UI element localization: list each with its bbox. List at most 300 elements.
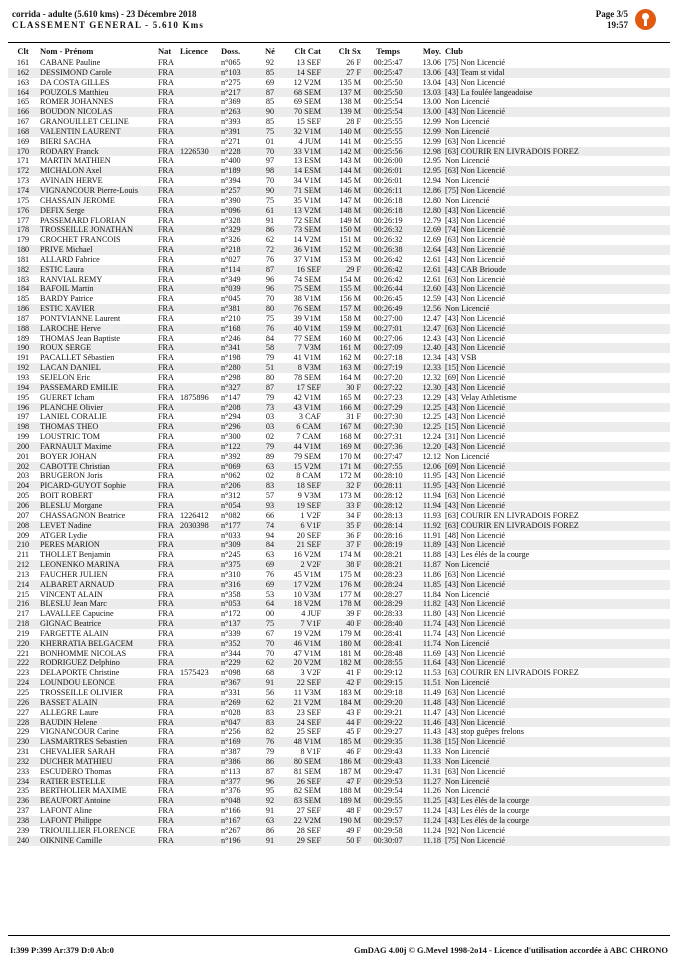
cell-nat: FRA xyxy=(158,550,174,560)
cell-cat-rank: 83 SEM xyxy=(293,796,321,806)
cell-cat-rank: 13 SEF xyxy=(296,58,321,67)
cell-name: RANVIAL REMY xyxy=(40,274,103,284)
cell-speed: 11.74 xyxy=(422,628,441,638)
cell-club: [69] Non Licencié xyxy=(445,461,506,471)
cell-sex-rank: 177 M xyxy=(339,589,361,599)
cell-name: BARDY Patrice xyxy=(40,294,94,304)
cell-licence xyxy=(178,629,219,639)
cell-sex-rank: 181 M xyxy=(339,648,361,658)
cell-club: Non Licencié xyxy=(445,756,490,766)
cell-rank: 205 xyxy=(16,491,30,501)
cell-born: 87 xyxy=(265,264,275,274)
cell-cat-rank: 21 SEF xyxy=(296,540,321,550)
cell-name: VIGNANCOUR Pierre-Louis xyxy=(40,185,139,195)
cell-bib: n°331 xyxy=(221,688,241,697)
cell-born: 79 xyxy=(265,353,275,363)
table-row xyxy=(8,718,670,728)
cell-club: Non Licencié xyxy=(445,747,490,757)
cell-name: BAFOIL Martin xyxy=(40,284,94,294)
cell-speed: 12.99 xyxy=(422,126,441,136)
cell-cat-rank: 26 SEF xyxy=(296,776,321,786)
cell-bib: n°062 xyxy=(221,471,241,481)
cell-bib: n°267 xyxy=(221,825,241,835)
cell-rank: 171 xyxy=(16,156,30,166)
cell-born: 61 xyxy=(265,205,275,215)
cell-bib: n°375 xyxy=(221,560,241,570)
cell-bib: n°328 xyxy=(221,215,241,225)
cell-bib: n°390 xyxy=(221,195,241,205)
cell-bib: n°113 xyxy=(221,766,241,776)
cell-rank: 203 xyxy=(16,471,30,481)
cell-born: 91 xyxy=(265,835,275,845)
cell-club: [43] Les élés de la courge xyxy=(445,796,530,806)
cell-nat: FRA xyxy=(158,599,174,609)
cell-born: 53 xyxy=(265,589,275,599)
cell-sex-rank: 40 F xyxy=(346,619,361,629)
cell-club: [63] COURIR EN LIVRADOIS FOREZ xyxy=(445,510,579,520)
cell-rank: 223 xyxy=(16,668,30,678)
cell-cat-rank: 27 SEF xyxy=(296,806,321,816)
cell-licence xyxy=(178,176,219,186)
cell-nat: FRA xyxy=(158,747,174,757)
cell-nat: FRA xyxy=(158,304,174,314)
cell-licence xyxy=(178,225,219,235)
cell-nat: FRA xyxy=(158,136,174,146)
cell-sex-rank: 47 F xyxy=(346,776,361,786)
cell-name: ALLEGRE Laure xyxy=(40,707,99,717)
cell-nat: FRA xyxy=(158,441,174,451)
cell-name: CABANE Pauline xyxy=(40,58,101,67)
cell-cat-rank: 34 V1M xyxy=(293,176,321,186)
cell-bib: n°275 xyxy=(221,77,241,87)
cell-born: 87 xyxy=(265,382,275,392)
table-row xyxy=(8,304,670,314)
table-row xyxy=(8,560,670,570)
cell-born: 69 xyxy=(265,77,275,87)
col-clt-cat: Clt Cat xyxy=(294,46,321,56)
cell-cat-rank: 25 SEF xyxy=(296,727,321,737)
cell-bib: n°082 xyxy=(221,510,241,520)
results-table xyxy=(8,44,670,846)
table-row xyxy=(8,393,670,403)
cell-nat: FRA xyxy=(158,107,174,117)
cell-nat: FRA xyxy=(158,156,174,166)
cell-sex-rank: 144 M xyxy=(339,166,361,176)
cell-born: 75 xyxy=(265,195,275,205)
cell-speed: 11.95 xyxy=(422,481,441,491)
cell-club: [43] Non Licencié xyxy=(445,333,506,343)
cell-licence xyxy=(178,255,219,265)
cell-club: [43] Non Licencié xyxy=(445,609,506,619)
cell-name: ROUX SERGE xyxy=(40,343,92,353)
cell-born: 87 xyxy=(265,87,275,97)
cell-licence xyxy=(178,363,219,373)
cell-born: 79 xyxy=(265,747,275,757)
cell-time: 00:28:12 xyxy=(373,500,403,510)
cell-sex-rank: 171 M xyxy=(339,461,361,471)
cell-bib: n°189 xyxy=(221,166,241,176)
table-row xyxy=(8,668,670,678)
cell-bib: n°229 xyxy=(221,658,241,668)
cell-rank: 240 xyxy=(16,835,30,845)
cell-club: Non Licencié xyxy=(445,560,490,570)
cell-cat-rank: 14 V2M xyxy=(293,235,321,245)
cell-name: PACALLET Sébastien xyxy=(40,353,115,363)
cell-club: [43] Non Licencié xyxy=(445,707,506,717)
cell-time: 00:26:42 xyxy=(373,254,403,264)
cell-bib: n°392 xyxy=(221,451,241,461)
cell-licence xyxy=(178,501,219,511)
cell-cat-rank: 2 V2F xyxy=(300,560,321,570)
cell-rank: 222 xyxy=(16,658,30,668)
cell-bib: n°027 xyxy=(221,254,241,264)
cell-born: 70 xyxy=(265,638,275,648)
cell-club: [43] CAB Brioude xyxy=(445,264,506,274)
cell-speed: 11.47 xyxy=(422,707,441,717)
cell-licence: 1226412 xyxy=(180,510,209,520)
cell-cat-rank: 9 V3M xyxy=(297,491,321,501)
cell-nat: FRA xyxy=(158,668,174,678)
cell-licence: 1226530 xyxy=(180,146,209,156)
cell-club: [43] Non Licencié xyxy=(445,205,506,215)
cell-time: 00:26:19 xyxy=(373,215,403,225)
cell-born: 00 xyxy=(265,609,275,619)
cell-sex-rank: 33 F xyxy=(346,500,361,510)
cell-born: 58 xyxy=(265,343,275,353)
cell-club: Non Licencié xyxy=(445,638,490,648)
table-row xyxy=(8,570,670,580)
cell-born: 76 xyxy=(265,569,275,579)
cell-nat: FRA xyxy=(158,619,174,629)
cell-club: [43] Non Licencié xyxy=(445,619,506,629)
cell-bib: n°039 xyxy=(221,284,241,294)
cell-time: 00:25:55 xyxy=(373,136,403,146)
cell-club: [63] Non Licencié xyxy=(445,491,506,501)
table-row xyxy=(8,314,670,324)
cell-sex-rank: 186 M xyxy=(339,756,361,766)
cell-speed: 12.33 xyxy=(422,363,441,373)
cell-licence xyxy=(178,718,219,728)
cell-sex-rank: 46 F xyxy=(346,747,361,757)
cell-speed: 12.99 xyxy=(422,136,441,146)
table-row xyxy=(8,836,670,846)
cell-licence xyxy=(178,737,219,747)
print-time: 19:57 xyxy=(607,20,628,30)
cell-club: [43] Non Licencié xyxy=(445,658,506,668)
cell-cat-rank: 4 JUF xyxy=(301,609,321,619)
col-nat: Nat xyxy=(158,46,172,56)
cell-born: 91 xyxy=(265,215,275,225)
cell-sex-rank: 34 F xyxy=(346,510,361,520)
page-number: Page 3/5 xyxy=(595,9,628,19)
cell-rank: 196 xyxy=(16,402,30,412)
cell-bib: n°309 xyxy=(221,540,241,550)
cell-rank: 239 xyxy=(16,825,30,835)
col-clt-sx: Clt Sx xyxy=(338,46,361,56)
cell-time: 00:29:22 xyxy=(373,717,403,727)
cell-cat-rank: 1 V2F xyxy=(300,510,321,520)
cell-name: CHEVALIER SARAH xyxy=(40,747,116,757)
cell-bib: n°367 xyxy=(221,678,241,688)
cell-nat: FRA xyxy=(158,225,174,235)
cell-cat-rank: 10 V3M xyxy=(293,589,321,599)
cell-name: BONHOMME NICOLAS xyxy=(40,648,127,658)
cell-name: RODARY Franck xyxy=(40,146,99,156)
cell-nat: FRA xyxy=(158,648,174,658)
cell-licence xyxy=(178,462,219,472)
cell-bib: n°096 xyxy=(221,205,241,215)
cell-time: 00:28:21 xyxy=(373,560,403,570)
cell-time: 00:26:00 xyxy=(373,156,403,166)
cell-born: 76 xyxy=(265,323,275,333)
cell-bib: n°168 xyxy=(221,323,241,333)
cell-name: LOUNDOU LEONCE xyxy=(40,678,115,688)
cell-nat: FRA xyxy=(158,254,174,264)
cell-speed: 11.46 xyxy=(422,717,441,727)
cell-rank: 228 xyxy=(16,717,30,727)
cell-club: [15] Non Licencié xyxy=(445,363,506,373)
cell-time: 00:26:18 xyxy=(373,205,403,215)
cell-nat: FRA xyxy=(158,412,174,422)
cell-cat-rank: 44 V1M xyxy=(293,441,321,451)
cell-sex-rank: 147 M xyxy=(339,195,361,205)
cell-cat-rank: 41 V1M xyxy=(293,353,321,363)
cell-sex-rank: 164 M xyxy=(339,373,361,382)
cell-bib: n°381 xyxy=(221,304,241,314)
cell-born: 68 xyxy=(265,668,275,678)
cell-sex-rank: 178 M xyxy=(339,599,361,609)
cell-name: DELAPORTE Christine xyxy=(40,668,120,678)
cell-speed: 13.06 xyxy=(422,58,441,67)
cell-nat: FRA xyxy=(158,373,174,382)
cell-born: 70 xyxy=(265,146,275,156)
report-header xyxy=(12,9,204,31)
cell-licence xyxy=(178,639,219,649)
table-row xyxy=(8,629,670,639)
cell-born: 70 xyxy=(265,648,275,658)
cell-name: LAROCHE Herve xyxy=(40,323,101,333)
cell-sex-rank: 170 M xyxy=(339,451,361,461)
cell-sex-rank: 161 M xyxy=(339,343,361,353)
cell-cat-rank: 71 SEM xyxy=(293,185,321,195)
cell-name: AVINAIN HERVE xyxy=(40,176,103,186)
table-row xyxy=(8,511,670,521)
cell-rank: 236 xyxy=(16,796,30,806)
cell-time: 00:25:56 xyxy=(373,146,403,156)
cell-time: 00:28:10 xyxy=(373,471,403,481)
cell-born: 83 xyxy=(265,481,275,491)
cell-time: 00:26:45 xyxy=(373,294,403,304)
cell-club: [63] COURIR EN LIVRADOIS FOREZ xyxy=(445,520,579,530)
cell-cat-rank: 7 V1F xyxy=(300,619,321,629)
cell-cat-rank: 3 CAF xyxy=(298,412,321,422)
cell-licence xyxy=(178,117,219,127)
cell-licence xyxy=(178,678,219,688)
cell-name: PRIVE Michael xyxy=(40,245,93,255)
cell-licence xyxy=(178,609,219,619)
cell-licence xyxy=(178,107,219,117)
cell-time: 00:27:18 xyxy=(373,353,403,363)
cell-name: DUCHER MATHIEU xyxy=(40,756,113,766)
cell-bib: n°114 xyxy=(221,264,241,274)
cell-speed: 11.48 xyxy=(422,697,441,707)
cell-bib: n°103 xyxy=(221,67,241,77)
cell-rank: 202 xyxy=(16,461,30,471)
cell-cat-rank: 20 V2M xyxy=(293,658,321,668)
cell-club: [63] Non Licencié xyxy=(445,166,506,176)
cell-cat-rank: 14 ESM xyxy=(293,166,321,176)
cell-name: CHASSAIN JEROME xyxy=(40,195,115,205)
cell-name: BRUGERON Joris xyxy=(40,471,103,481)
cell-born: 94 xyxy=(265,530,275,540)
cell-nat: FRA xyxy=(158,87,174,97)
table-row xyxy=(8,353,670,363)
cell-licence xyxy=(178,540,219,550)
cell-nat: FRA xyxy=(158,707,174,717)
cell-nat: FRA xyxy=(158,471,174,481)
cell-name: LAFONT Aline xyxy=(40,806,92,816)
cell-speed: 11.49 xyxy=(422,688,441,697)
cell-nat: FRA xyxy=(158,756,174,766)
cell-born: 66 xyxy=(265,510,275,520)
cell-nat: FRA xyxy=(158,491,174,501)
table-row xyxy=(8,97,670,107)
cell-time: 00:25:47 xyxy=(373,58,403,67)
cell-club: [43] Non Licencié xyxy=(445,599,506,609)
cell-licence xyxy=(178,97,219,107)
cell-sex-rank: 187 M xyxy=(339,766,361,776)
col-name: Nom - Prénom xyxy=(40,46,94,56)
cell-bib: n°386 xyxy=(221,756,241,766)
cell-bib: n°053 xyxy=(221,599,241,609)
cell-bib: n°198 xyxy=(221,353,241,363)
cell-speed: 11.53 xyxy=(422,668,441,678)
cell-name: THOMAS THEO xyxy=(40,422,99,432)
page-info xyxy=(596,9,628,31)
cell-rank: 188 xyxy=(16,323,30,333)
cell-name: BOIT ROBERT xyxy=(40,491,93,501)
cell-nat: FRA xyxy=(158,500,174,510)
cell-nat: FRA xyxy=(158,382,174,392)
cell-bib: n°054 xyxy=(221,500,241,510)
cell-speed: 11.95 xyxy=(422,471,441,481)
header-rule-top xyxy=(8,42,670,43)
cell-born: 63 xyxy=(265,815,275,825)
cell-rank: 199 xyxy=(16,432,30,442)
cell-licence xyxy=(178,78,219,88)
cell-rank: 187 xyxy=(16,313,30,323)
cell-rank: 232 xyxy=(16,756,30,766)
cell-sex-rank: 151 M xyxy=(339,235,361,245)
event-title: corrida - adulte (5.610 kms) - 23 Décembre 2018 xyxy=(12,9,197,19)
cell-nat: FRA xyxy=(158,343,174,353)
table-row xyxy=(8,806,670,816)
cell-name: POUZOLS Matthieu xyxy=(40,87,109,97)
cell-nat: FRA xyxy=(158,205,174,215)
cell-club: Non Licencié xyxy=(445,195,490,205)
cell-name: PASSEMARD FLORIAN xyxy=(40,215,126,225)
cell-speed: 12.69 xyxy=(422,225,441,235)
cell-cat-rank: 77 SEM xyxy=(293,333,321,343)
cell-sex-rank: 32 F xyxy=(346,481,361,491)
cell-club: [63] COURIR EN LIVRADOIS FOREZ xyxy=(445,668,579,678)
cell-speed: 11.74 xyxy=(422,638,441,648)
cell-name: FARGETTE ALAIN xyxy=(40,628,109,638)
cell-nat: FRA xyxy=(158,235,174,245)
table-row xyxy=(8,531,670,541)
cell-rank: 180 xyxy=(16,245,30,255)
cell-bib: n°218 xyxy=(221,245,241,255)
table-row xyxy=(8,107,670,117)
cell-licence xyxy=(178,757,219,767)
cell-name: RATIER ESTELLE xyxy=(40,776,106,786)
cell-born: 70 xyxy=(265,294,275,304)
cell-cat-rank: 7 V3M xyxy=(297,343,321,353)
cell-sex-rank: 35 F xyxy=(346,520,361,530)
cell-licence xyxy=(178,206,219,216)
cell-rank: 174 xyxy=(16,185,30,195)
cell-cat-rank: 73 SEM xyxy=(293,225,321,235)
cell-rank: 176 xyxy=(16,205,30,215)
cell-rank: 175 xyxy=(16,195,30,205)
cell-name: ALBARET ARNAUD xyxy=(40,579,115,589)
cell-bib: n°316 xyxy=(221,579,241,589)
cell-name: PLANCHE Olivier xyxy=(40,402,103,412)
cell-nat: FRA xyxy=(158,796,174,806)
cell-name: LEVET Nadine xyxy=(40,520,92,530)
cell-time: 00:29:57 xyxy=(373,815,403,825)
cell-time: 00:30:07 xyxy=(373,835,403,845)
cell-licence xyxy=(178,245,219,255)
cell-nat: FRA xyxy=(158,786,174,796)
cell-nat: FRA xyxy=(158,402,174,412)
cell-bib: n°271 xyxy=(221,136,241,146)
table-row xyxy=(8,275,670,285)
cell-name: BIERI SACHA xyxy=(40,136,92,146)
cell-nat: FRA xyxy=(158,806,174,816)
cell-sex-rank: 41 F xyxy=(346,668,361,678)
table-row xyxy=(8,235,670,245)
cell-sex-rank: 154 M xyxy=(339,274,361,284)
cell-sex-rank: 163 M xyxy=(339,363,361,373)
cell-rank: 227 xyxy=(16,707,30,717)
cell-bib: n°393 xyxy=(221,117,241,127)
table-row xyxy=(8,186,670,196)
cell-speed: 11.85 xyxy=(422,579,441,589)
cell-born: 63 xyxy=(265,550,275,560)
cell-cat-rank: 29 SEF xyxy=(296,835,321,845)
table-row xyxy=(8,324,670,334)
cell-club: [63] Non Licencié xyxy=(445,136,506,146)
cell-club: [43] Non Licencié xyxy=(445,648,506,658)
cell-bib: n°280 xyxy=(221,363,241,373)
cell-born: 97 xyxy=(265,156,275,166)
cell-licence xyxy=(178,156,219,166)
cell-licence xyxy=(178,836,219,846)
cell-licence xyxy=(178,688,219,698)
cell-bib: n°341 xyxy=(221,343,241,353)
table-row xyxy=(8,294,670,304)
table-row xyxy=(8,245,670,255)
cell-rank: 177 xyxy=(16,215,30,225)
table-row xyxy=(8,88,670,98)
cell-nat: FRA xyxy=(158,432,174,442)
cell-time: 00:27:23 xyxy=(373,392,403,402)
table-row xyxy=(8,166,670,176)
cell-cat-rank: 42 V1M xyxy=(293,392,321,402)
cell-nat: FRA xyxy=(158,510,174,520)
cell-nat: FRA xyxy=(158,363,174,373)
